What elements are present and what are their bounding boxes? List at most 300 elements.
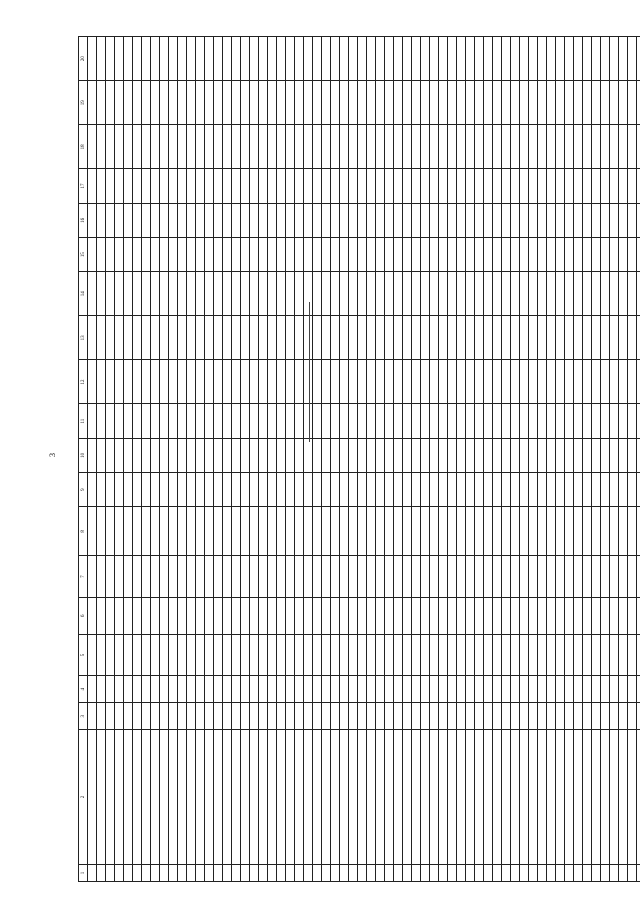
table-cell — [151, 203, 160, 237]
table-cell — [196, 597, 205, 634]
table-row — [277, 37, 286, 882]
table-cell — [421, 169, 430, 203]
table-cell — [214, 203, 223, 237]
table-cell — [502, 316, 511, 360]
table-cell — [133, 676, 142, 703]
table-cell — [187, 473, 196, 507]
table-cell — [322, 676, 331, 703]
table-cell — [394, 507, 403, 556]
table-cell — [538, 169, 547, 203]
table-cell — [439, 676, 448, 703]
table-cell — [412, 597, 421, 634]
table-row — [466, 37, 475, 882]
table-cell — [178, 556, 187, 598]
table-cell — [502, 597, 511, 634]
table-cell — [277, 438, 286, 472]
table-cell — [601, 438, 610, 472]
row-number-cell — [268, 864, 277, 881]
table-cell — [277, 125, 286, 169]
table-cell — [385, 438, 394, 472]
table-cell — [259, 703, 268, 730]
table-row — [610, 37, 619, 882]
table-cell — [376, 81, 385, 125]
table-cell — [232, 272, 241, 316]
row-name-cell — [565, 730, 574, 865]
table-cell — [637, 473, 640, 507]
row-number-cell — [88, 864, 97, 881]
table-cell — [169, 507, 178, 556]
table-cell — [142, 438, 151, 472]
table-cell — [628, 404, 637, 438]
table-cell — [331, 203, 340, 237]
table-cell — [304, 676, 313, 703]
table-cell — [97, 703, 106, 730]
table-cell — [268, 556, 277, 598]
table-cell — [250, 272, 259, 316]
table-cell — [97, 597, 106, 634]
table-cell — [457, 316, 466, 360]
table-cell — [286, 169, 295, 203]
table-cell — [619, 169, 628, 203]
table-cell — [394, 237, 403, 271]
table-cell — [331, 703, 340, 730]
table-cell — [574, 634, 583, 676]
table-cell — [520, 360, 529, 404]
table-cell — [304, 203, 313, 237]
table-cell — [340, 272, 349, 316]
table-cell — [295, 597, 304, 634]
table-cell — [250, 507, 259, 556]
table-cell — [97, 507, 106, 556]
table-cell — [115, 237, 124, 271]
table-cell — [313, 404, 322, 438]
table-cell — [286, 634, 295, 676]
table-cell — [376, 634, 385, 676]
table-cell — [295, 125, 304, 169]
table-cell — [295, 473, 304, 507]
table-cell — [619, 404, 628, 438]
table-cell — [412, 404, 421, 438]
table-cell — [619, 81, 628, 125]
row-name-cell — [142, 730, 151, 865]
table-cell — [187, 203, 196, 237]
table-cell — [421, 37, 430, 81]
table-cell — [178, 169, 187, 203]
table-row — [394, 37, 403, 882]
table-cell — [493, 37, 502, 81]
table-cell — [430, 556, 439, 598]
table-cell — [583, 676, 592, 703]
table-cell — [259, 676, 268, 703]
table-cell — [502, 634, 511, 676]
table-cell — [583, 597, 592, 634]
table-cell — [205, 316, 214, 360]
table-cell — [520, 473, 529, 507]
table-cell — [394, 676, 403, 703]
table-cell — [376, 556, 385, 598]
table-cell — [394, 438, 403, 472]
table-cell — [367, 169, 376, 203]
table-cell — [574, 237, 583, 271]
table-cell — [601, 203, 610, 237]
table-cell — [385, 634, 394, 676]
table-cell — [322, 473, 331, 507]
table-cell — [466, 37, 475, 81]
table-cell — [448, 237, 457, 271]
table-cell — [592, 703, 601, 730]
row-number-cell — [484, 864, 493, 881]
table-cell — [529, 272, 538, 316]
table-cell — [268, 473, 277, 507]
table-cell — [124, 404, 133, 438]
table-cell — [493, 360, 502, 404]
table-cell — [619, 272, 628, 316]
table-cell — [88, 169, 97, 203]
table-cell — [268, 507, 277, 556]
table-cell — [403, 597, 412, 634]
table-cell — [340, 507, 349, 556]
table-cell — [385, 556, 394, 598]
table-cell — [367, 507, 376, 556]
table-cell — [394, 125, 403, 169]
table-cell — [403, 473, 412, 507]
table-cell — [421, 438, 430, 472]
table-cell — [124, 316, 133, 360]
table-row — [88, 37, 97, 882]
table-cell — [511, 703, 520, 730]
table-cell — [151, 473, 160, 507]
table-cell — [565, 125, 574, 169]
row-name-cell — [412, 730, 421, 865]
row-number-cell — [403, 864, 412, 881]
table-cell — [214, 556, 223, 598]
table-cell — [547, 404, 556, 438]
table-cell — [106, 597, 115, 634]
table-cell — [394, 473, 403, 507]
table-cell — [277, 237, 286, 271]
table-cell — [556, 634, 565, 676]
table-cell — [394, 360, 403, 404]
table-row — [484, 37, 493, 882]
table-cell — [313, 125, 322, 169]
table-cell — [142, 634, 151, 676]
table-cell — [133, 473, 142, 507]
row-number-cell — [574, 864, 583, 881]
table-cell — [97, 634, 106, 676]
row-number-cell — [511, 864, 520, 881]
table-row — [583, 37, 592, 882]
table-cell — [385, 169, 394, 203]
table-cell — [484, 703, 493, 730]
row-number-cell — [592, 864, 601, 881]
column-number-cell: 13 — [79, 316, 88, 360]
table-cell — [529, 169, 538, 203]
table-cell — [313, 203, 322, 237]
table-cell — [574, 81, 583, 125]
table-cell — [214, 360, 223, 404]
table-cell — [124, 438, 133, 472]
table-cell — [538, 272, 547, 316]
rotated-table-container — [78, 36, 610, 882]
table-cell — [619, 316, 628, 360]
table-cell — [556, 507, 565, 556]
table-cell — [403, 203, 412, 237]
table-cell — [520, 634, 529, 676]
table-cell — [430, 404, 439, 438]
table-cell — [349, 473, 358, 507]
table-cell — [601, 703, 610, 730]
table-cell — [214, 37, 223, 81]
table-cell — [394, 404, 403, 438]
table-cell — [412, 37, 421, 81]
table-cell — [565, 37, 574, 81]
table-cell — [268, 634, 277, 676]
table-cell — [349, 272, 358, 316]
table-cell — [394, 272, 403, 316]
row-name-cell — [466, 730, 475, 865]
table-cell — [601, 272, 610, 316]
table-cell — [151, 556, 160, 598]
table-row — [322, 37, 331, 882]
table-cell — [277, 404, 286, 438]
table-cell — [574, 169, 583, 203]
table-cell — [88, 473, 97, 507]
table-cell — [394, 556, 403, 598]
table-cell — [259, 438, 268, 472]
table-cell — [259, 203, 268, 237]
table-cell — [484, 556, 493, 598]
table-cell — [205, 473, 214, 507]
table-cell — [196, 438, 205, 472]
table-cell — [529, 473, 538, 507]
table-cell — [592, 272, 601, 316]
table-cell — [502, 404, 511, 438]
row-name-cell — [448, 730, 457, 865]
column-number-cell: 20 — [79, 37, 88, 81]
table-cell — [313, 473, 322, 507]
row-number-cell — [430, 864, 439, 881]
table-cell — [196, 703, 205, 730]
table-cell — [511, 360, 520, 404]
table-cell — [205, 360, 214, 404]
table-cell — [592, 597, 601, 634]
table-cell — [484, 634, 493, 676]
row-number-cell — [142, 864, 151, 881]
table-cell — [466, 703, 475, 730]
table-cell — [340, 634, 349, 676]
table-cell — [457, 203, 466, 237]
table-cell — [106, 556, 115, 598]
table-cell — [619, 125, 628, 169]
row-name-cell — [385, 730, 394, 865]
table-cell — [232, 404, 241, 438]
table-cell — [313, 597, 322, 634]
table-cell — [538, 360, 547, 404]
table-row — [475, 37, 484, 882]
table-cell — [385, 507, 394, 556]
table-cell — [520, 703, 529, 730]
table-cell — [475, 507, 484, 556]
table-cell — [421, 473, 430, 507]
table-cell — [205, 438, 214, 472]
table-cell — [223, 37, 232, 81]
table-cell — [637, 597, 640, 634]
table-cell — [349, 203, 358, 237]
table-cell — [250, 37, 259, 81]
row-name-cell — [196, 730, 205, 865]
table-cell — [628, 203, 637, 237]
table-cell — [394, 597, 403, 634]
table-cell — [250, 438, 259, 472]
table-cell — [448, 473, 457, 507]
table-cell — [124, 237, 133, 271]
table-cell — [169, 634, 178, 676]
table-cell — [187, 169, 196, 203]
table-cell — [430, 597, 439, 634]
table-row — [142, 37, 151, 882]
table-cell — [592, 237, 601, 271]
table-cell — [592, 438, 601, 472]
table-cell — [214, 404, 223, 438]
table-cell — [304, 125, 313, 169]
table-cell — [511, 597, 520, 634]
table-cell — [223, 404, 232, 438]
table-cell — [529, 597, 538, 634]
table-cell — [286, 404, 295, 438]
table-cell — [322, 169, 331, 203]
table-cell — [421, 81, 430, 125]
table-cell — [412, 272, 421, 316]
row-number-cell — [412, 864, 421, 881]
table-cell — [637, 203, 640, 237]
table-cell — [448, 507, 457, 556]
table-cell — [295, 169, 304, 203]
table-cell — [448, 125, 457, 169]
table-cell — [376, 169, 385, 203]
table-cell — [610, 703, 619, 730]
table-cell — [304, 438, 313, 472]
table-cell — [160, 556, 169, 598]
table-cell — [124, 360, 133, 404]
table-cell — [331, 37, 340, 81]
table-cell — [403, 169, 412, 203]
table-cell — [205, 81, 214, 125]
table-cell — [124, 597, 133, 634]
row-name-cell — [223, 730, 232, 865]
row-number-cell — [304, 864, 313, 881]
row-number-cell — [421, 864, 430, 881]
table-cell — [412, 169, 421, 203]
table-cell — [421, 404, 430, 438]
table-row — [367, 37, 376, 882]
table-cell — [178, 237, 187, 271]
table-cell — [529, 237, 538, 271]
table-cell — [97, 316, 106, 360]
table-cell — [466, 473, 475, 507]
table-cell — [115, 203, 124, 237]
table-cell — [142, 169, 151, 203]
table-cell — [367, 37, 376, 81]
table-cell — [475, 237, 484, 271]
table-cell — [250, 125, 259, 169]
table-cell — [259, 597, 268, 634]
table-cell — [340, 473, 349, 507]
table-cell — [160, 203, 169, 237]
table-cell — [583, 237, 592, 271]
table-cell — [250, 634, 259, 676]
table-cell — [340, 404, 349, 438]
table-cell — [538, 634, 547, 676]
table-cell — [529, 703, 538, 730]
table-cell — [493, 203, 502, 237]
table-cell — [403, 507, 412, 556]
table-cell — [313, 81, 322, 125]
table-cell — [358, 556, 367, 598]
table-row — [619, 37, 628, 882]
column-number-cell: 9 — [79, 473, 88, 507]
table-cell — [574, 507, 583, 556]
table-cell — [610, 634, 619, 676]
table-cell — [475, 272, 484, 316]
row-name-cell — [610, 730, 619, 865]
table-cell — [322, 203, 331, 237]
table-cell — [484, 438, 493, 472]
table-cell — [448, 316, 457, 360]
table-cell — [151, 237, 160, 271]
table-cell — [286, 237, 295, 271]
table-cell — [493, 703, 502, 730]
table-cell — [196, 125, 205, 169]
table-cell — [538, 316, 547, 360]
table-row — [592, 37, 601, 882]
table-cell — [583, 404, 592, 438]
table-cell — [619, 203, 628, 237]
table-cell — [547, 203, 556, 237]
table-cell — [439, 237, 448, 271]
table-cell — [169, 438, 178, 472]
table-cell — [448, 203, 457, 237]
table-cell — [313, 703, 322, 730]
table-cell — [565, 438, 574, 472]
table-row — [133, 37, 142, 882]
table-cell — [313, 507, 322, 556]
table-cell — [241, 556, 250, 598]
table-cell — [169, 169, 178, 203]
table-cell — [277, 169, 286, 203]
table-cell — [169, 37, 178, 81]
table-cell — [160, 703, 169, 730]
table-cell — [610, 438, 619, 472]
table-cell — [133, 81, 142, 125]
table-cell — [331, 438, 340, 472]
row-number-cell — [529, 864, 538, 881]
table-cell — [439, 597, 448, 634]
table-cell — [304, 507, 313, 556]
table-cell — [277, 634, 286, 676]
table-cell — [196, 556, 205, 598]
table-cell — [322, 272, 331, 316]
table-cell — [466, 404, 475, 438]
table-cell — [475, 404, 484, 438]
table-row — [295, 37, 304, 882]
table-cell — [628, 556, 637, 598]
table-cell — [412, 703, 421, 730]
table-cell — [268, 81, 277, 125]
table-cell — [223, 272, 232, 316]
table-cell — [304, 556, 313, 598]
table-cell — [241, 676, 250, 703]
table-cell — [160, 473, 169, 507]
